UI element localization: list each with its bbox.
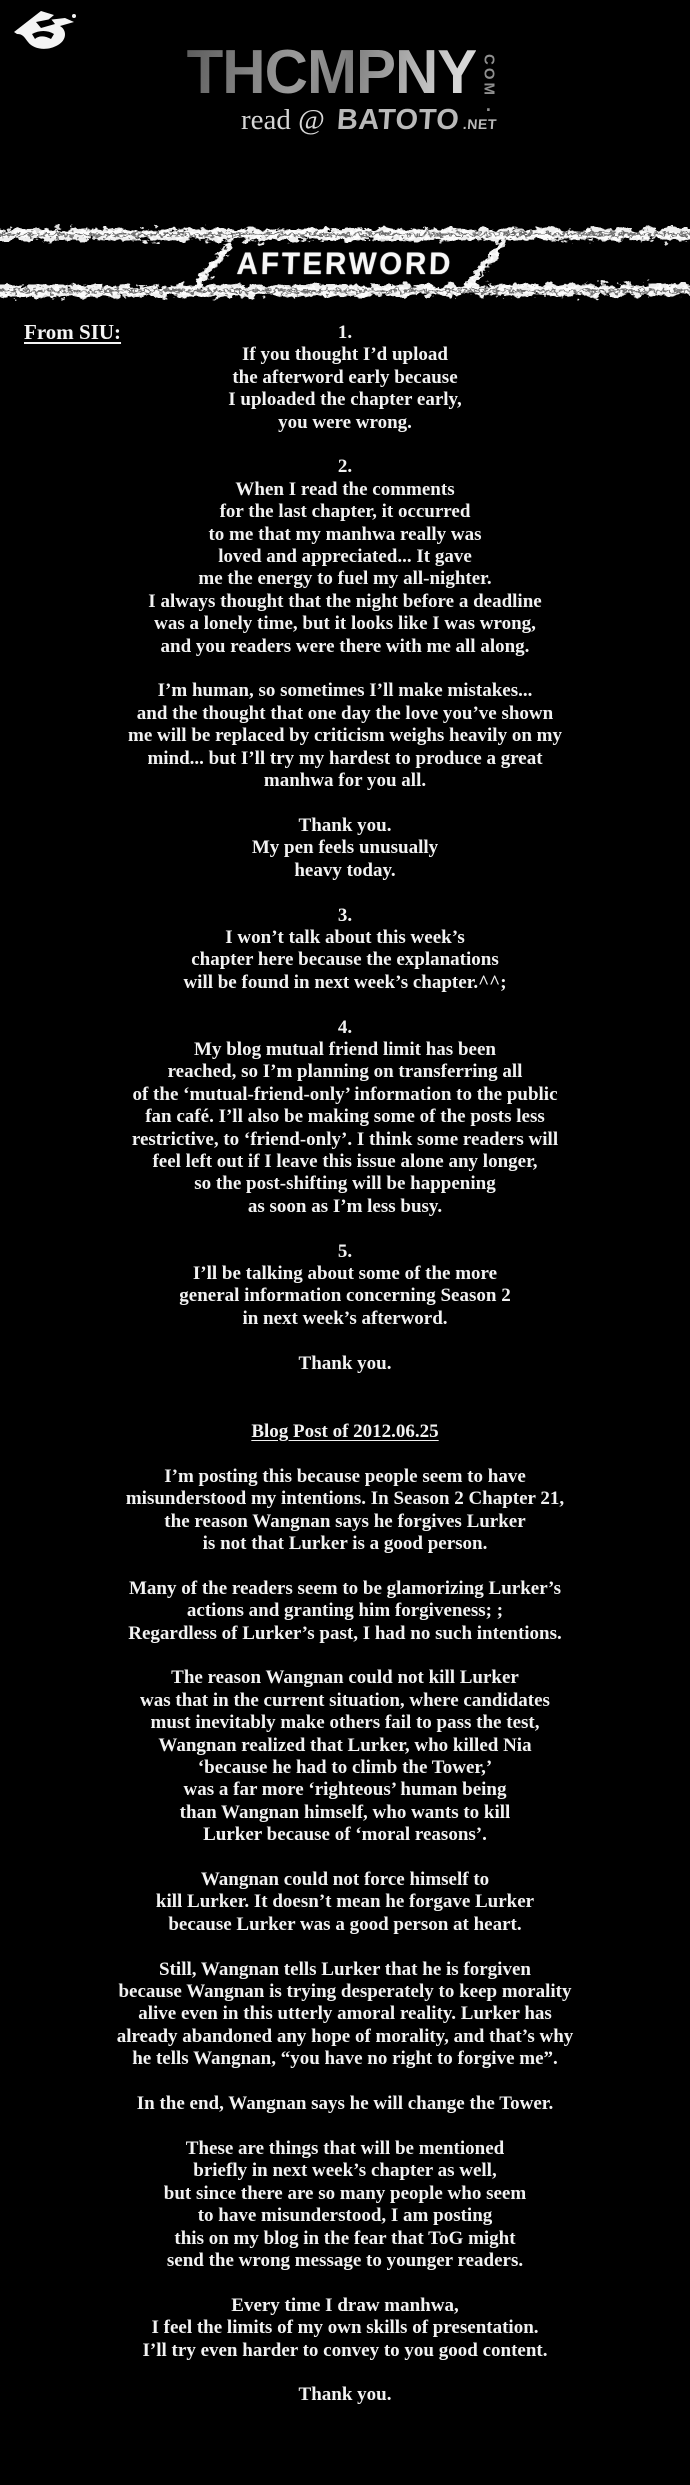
text-line: Thank you. [298, 2384, 392, 2406]
text-line: restrictive, to ‘friend-only’. I think some readers will [131, 1128, 559, 1150]
text-line: for the last chapter, it occurred [219, 501, 471, 523]
read-at-line [24, 95, 690, 137]
text-line: I uploaded the chapter early, [228, 389, 462, 411]
text-line: than Wangnan himself, who wants to kill [179, 1801, 511, 1823]
section-number: 5. [337, 1240, 353, 1262]
text-line: to have misunderstood, I am posting [197, 2205, 493, 2227]
text-line: was that in the current situation, where candidates [140, 1689, 550, 1711]
text-line: actions and granting him forgiveness; ; [186, 1600, 504, 1622]
text-line: heavy today. [294, 859, 396, 881]
text-line: Thank you. [298, 814, 392, 836]
text-line: of the ‘mutual-friend-only’ information to the public [132, 1083, 558, 1105]
text-line: Many of the readers seem to be glamorizing Lurker’s [129, 1577, 561, 1599]
text-line: and the thought that one day the love you’ve shown [136, 702, 554, 724]
text-line: is not that Lurker is a good person. [202, 1533, 488, 1554]
author-label: From SIU: [24, 320, 122, 344]
text-line: briefly in next week’s chapter as well, [193, 2160, 497, 2182]
paragraph [0, 1017, 690, 1219]
text-line: this on my blog in the fear that ToG might [174, 2227, 516, 2249]
section-number: 4. [337, 1016, 353, 1038]
paragraph [0, 1578, 690, 1645]
text-line: was a lonely time, but it looks like I was wrong, [154, 613, 536, 635]
text-line: The reason Wangnan could not kill Lurker [171, 1667, 519, 1689]
text-line: me will be replaced by criticism weighs heavily on my [128, 725, 562, 747]
text-line: Wangnan realized that Lurker, who killed Nia [158, 1734, 532, 1756]
section-number: 1. [337, 322, 353, 343]
text-line: I always thought that the night before a deadline [148, 590, 542, 612]
paragraph [0, 680, 690, 792]
text-line: My blog mutual friend limit has been [194, 1038, 496, 1060]
text-line: Regardless of Lurker’s past, I had no such intentions. [128, 1622, 562, 1644]
text-line: chapter here because the explanations [191, 949, 499, 971]
text-line: manhwa for you all. [263, 770, 427, 792]
paragraph [0, 1959, 690, 2071]
text-line: In the end, Wangnan says he will change the Tower. [136, 2093, 554, 2115]
read-at-label: read @ [241, 104, 325, 136]
text-line: ‘because he had to climb the Tower,’ [197, 1757, 493, 1779]
text-line: because Wangnan is trying desperately to keep morality [118, 1981, 572, 2003]
text-line: will be found in next week’s chapter.^^; [183, 971, 507, 993]
paragraph [0, 456, 690, 658]
text-line: already abandoned any hope of morality, and that’s why [116, 2025, 574, 2047]
text-line: general information concerning Season 2 [179, 1285, 511, 1307]
section-number: 3. [337, 904, 353, 926]
text-line: fan café. I’ll also be making some of the posts less [145, 1106, 545, 1128]
host-logo: BATOTO [335, 104, 461, 136]
afterword-banner [0, 198, 690, 313]
text-line: send the wrong message to younger readers. [166, 2249, 524, 2271]
text-line: I won’t talk about this week’s [225, 926, 465, 948]
text-line: as soon as I’m less busy. [247, 1195, 443, 1217]
host-tld: .NET [462, 116, 498, 132]
banner-title: AFTERWORD [236, 246, 454, 281]
paragraph [0, 815, 690, 882]
text-line: kill Lurker. It doesn’t mean he forgave Lurker [155, 1891, 535, 1913]
text-line: I’m posting this because people seem to have [164, 1465, 526, 1487]
text-line: I’ll be talking about some of the more [192, 1262, 498, 1284]
site-logo-tld-letters: COM [480, 54, 498, 98]
text-line: you were wrong. [278, 411, 412, 433]
text-line: must inevitably make others fail to pass the test, [150, 1712, 540, 1734]
paragraph [0, 2093, 690, 2115]
text-line: I’ll try even harder to convey to you good content. [142, 2339, 548, 2361]
blog-post-title: Blog Post of 2012.06.25 [251, 1420, 439, 1442]
text-line: My pen feels unusually [251, 837, 439, 859]
paragraph [0, 1667, 690, 1846]
paragraph [0, 2138, 690, 2272]
text-line: I feel the limits of my own skills of presentation. [151, 2317, 539, 2339]
paragraph [0, 1466, 690, 1556]
site-logo-tld-dot: . [485, 95, 491, 115]
section-number: 2. [337, 456, 353, 478]
text-line: to me that my manhwa really was [208, 523, 482, 545]
text-line: I’m human, so sometimes I’ll make mistakes... [157, 680, 533, 702]
text-line: Every time I draw manhwa, [231, 2294, 459, 2316]
paragraph [0, 322, 690, 434]
text-line: was a far more ‘righteous’ human being [183, 1779, 507, 1801]
site-logo [0, 36, 686, 115]
text-line: alive even in this utterly amoral reality. Lurker has [138, 2003, 552, 2025]
text-line: If you thought I’d upload [242, 344, 448, 366]
text-line: me the energy to fuel my all-nighter. [198, 568, 492, 590]
paragraph [0, 1241, 690, 1331]
text-line: Wangnan could not force himself to [200, 1869, 490, 1891]
paragraph [0, 905, 690, 995]
text-line: but since there are so many people who seem [163, 2182, 527, 2204]
text-line: he tells Wangnan, “you have no right to forgive me”. [132, 2048, 558, 2070]
paragraph [0, 1353, 690, 1375]
text-line: feel left out if I leave this issue alone any longer, [152, 1150, 538, 1172]
text-line: Lurker because of ‘moral reasons’. [203, 1824, 487, 1846]
text-line: These are things that will be mentioned [185, 2137, 505, 2159]
text-line: misunderstood my intentions. In Season 2 Chapter 21, [125, 1488, 565, 1510]
afterword-text [0, 322, 690, 2407]
text-line: the afterword early because [232, 366, 458, 388]
text-line: and you readers were there with me all along. [160, 635, 530, 657]
text-line: in next week’s afterword. [242, 1307, 448, 1329]
paragraph [0, 2384, 690, 2406]
text-line: Still, Wangnan tells Lurker that he is forgiven [159, 1958, 531, 1980]
text-line: because Lurker was a good person at heart. [168, 1913, 522, 1935]
blog-post-heading [0, 1421, 690, 1443]
text-line: loved and appreciated... It gave [218, 546, 472, 568]
text-line: When I read the comments [235, 478, 455, 500]
paragraph [0, 1869, 690, 1936]
site-logo-tld [480, 54, 498, 115]
text-line: so the post-shifting will be happening [194, 1173, 496, 1195]
site-logo-text: THCMPNY [186, 36, 477, 107]
text-line: the reason Wangnan says he forgives Lurker [164, 1510, 526, 1532]
text-line: Thank you. [298, 1352, 392, 1374]
paragraph [0, 2295, 690, 2362]
text-line: mind... but I’ll try my hardest to produce a great [147, 747, 543, 769]
text-line: reached, so I’m planning on transferring all [167, 1061, 523, 1083]
